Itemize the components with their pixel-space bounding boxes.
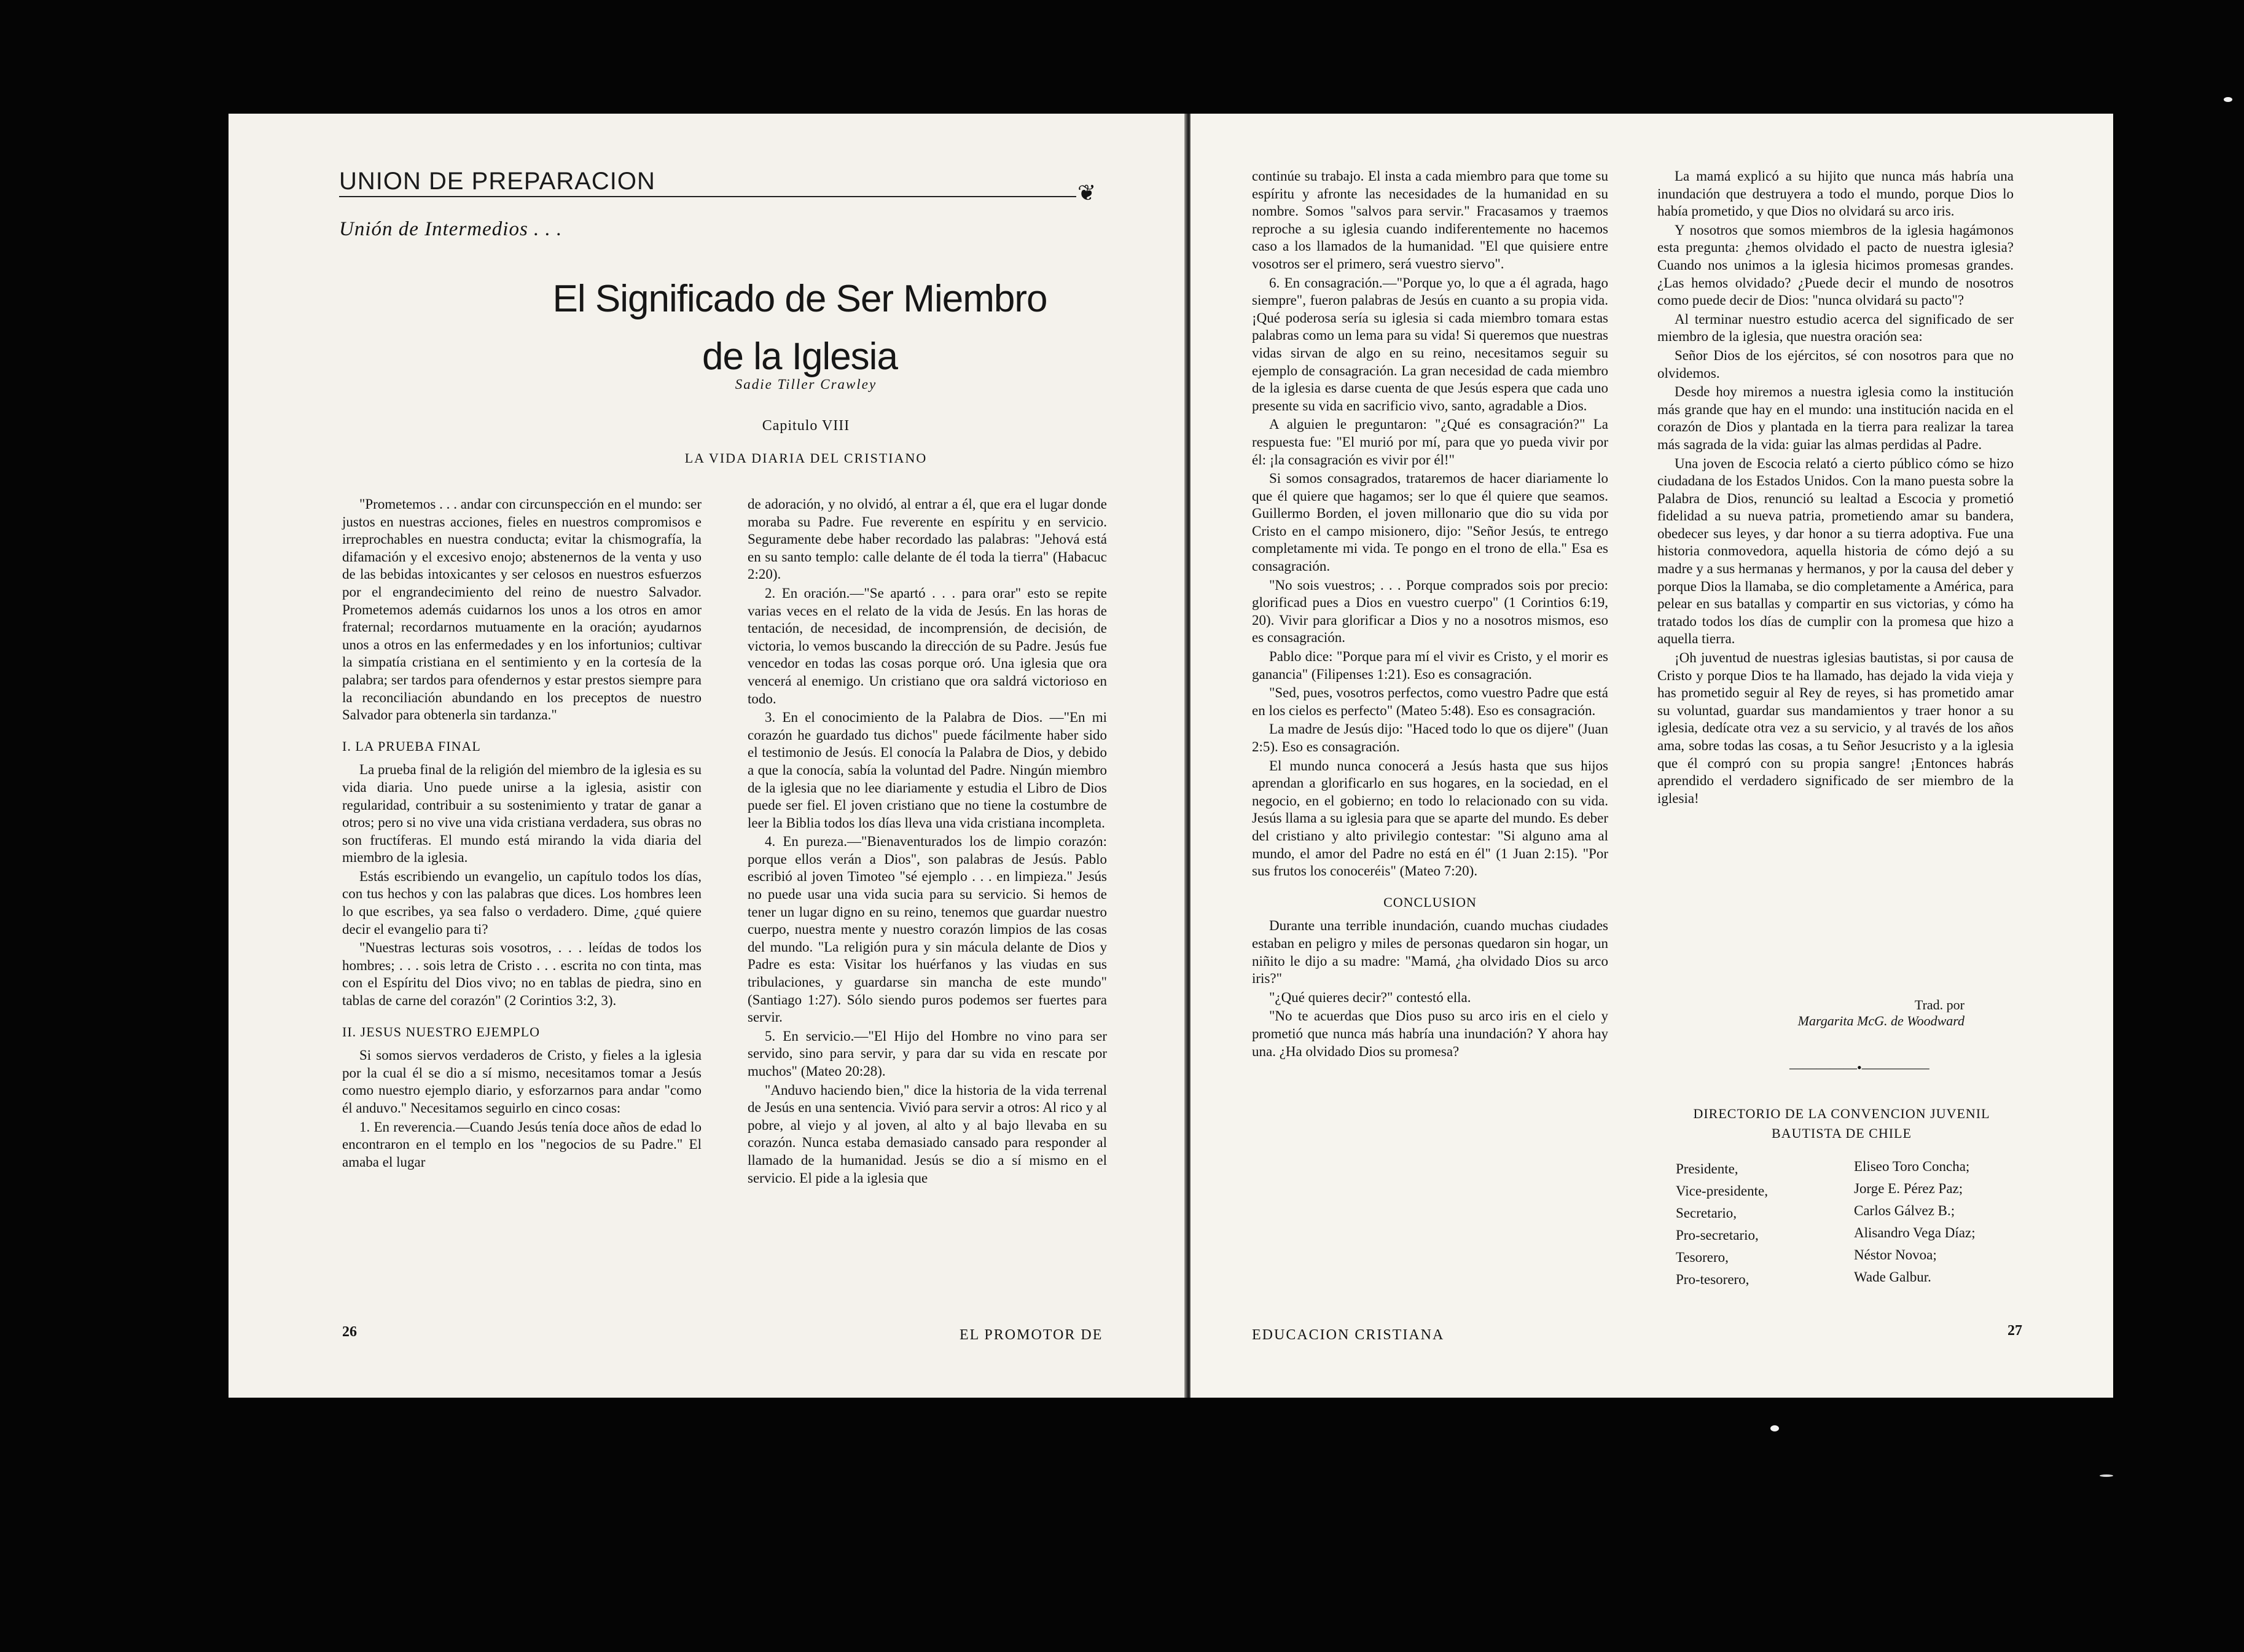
directory-name: Alisandro Vega Díaz; [1854,1225,1976,1240]
paragraph: "Sed, pues, vosotros perfectos, como vuestro Padre que está en los cielos es perfecto" (Mateo 5:48). Eso es consagración. [1252,685,1608,718]
directory-role: Tesorero, [1676,1250,1729,1265]
page-footer: EDUCACION CRISTIANA [1252,1327,1445,1343]
page-number: 26 [342,1324,357,1340]
article-title-line1: El Significado de Ser Miembro [552,278,1047,320]
section-banner: UNION DE PREPARACION [339,168,655,195]
paragraph: 2. En oración.—"Se apartó . . . para orar" esto se repite varias veces en el relato de la vida de Jesús. En las horas de tentación, de necesidad, de incomprensión, de decisión, de victoria, lo vemos buscando la dirección de su Padre. Jesús fue vencedor en todas las cosas porque oró. Una iglesia que ora vencerá al enemigo. Un cristiano que ora saldrá victorioso en todo. [748,585,1107,707]
paragraph: "Anduvo haciendo bien," dice la historia de la vida terrenal de Jesús en una sentencia. Vivió para servir a otros: Al rico y al pobre, al viejo y al joven, al alto y al bajo llevaba en su corazón. Nunca estaba demasiado cansado para responder al llamado de la humanidad. Jesús se dio a sí mismo en el servicio. El pide a la iglesia que [748,1082,1107,1186]
article-title [462,270,1138,386]
article-title-line2: de la Iglesia [702,335,897,378]
paragraph: Desde hoy miremos a nuestra iglesia como la institución más grande que hay en el mundo: una institución nacida en el corazón de Dios y plantada en la tierra para realizar la tarea más sagrada de la vida: guiar las almas perdidas al Padre. [1657,384,2014,452]
left-page [229,114,1187,1398]
paragraph: Y nosotros que somos miembros de la iglesia hagámonos esta pregunta: ¿hemos olvidado el pacto de nuestra iglesia? Cuando nos unimos a la iglesia hicimos promesas grandes. ¿Las hemos olvidado? ¿Puede decir el mundo de nosotros como puede decir de Dios: "nunca olvidará su pacto"? [1657,222,2014,308]
right-column-1 [1252,168,1608,1062]
directory-title-line1: DIRECTORIO DE LA CONVENCION JUVENIL [1693,1106,1990,1121]
directory-name: Jorge E. Pérez Paz; [1854,1181,1963,1196]
section-heading: I. LA PRUEBA FINAL [342,738,481,754]
directory-roles [1676,1158,1768,1291]
article-author: Sadie Tiller Crawley [735,377,877,392]
directory-role: Presidente, [1676,1161,1738,1176]
page-number: 27 [2007,1323,2022,1339]
paragraph: de adoración, y no olvidó, al entrar a él, que era el lugar donde moraba su Padre. Fue reverente en espíritu y en servicio. Seguramente debe haber recordado las palabras: "Jehová está en su santo templo: calle delante de él toda la tierra" (Habacuc 2:20). [748,496,1107,582]
left-column-2 [748,496,1107,1188]
directory-name: Carlos Gálvez B.; [1854,1203,1955,1218]
right-column-2 [1657,168,2014,808]
dust-speck [1770,1425,1779,1431]
section-subtitle: Unión de Intermedios . . . [339,218,563,240]
directory-role: Pro-tesorero, [1676,1272,1749,1287]
paragraph: continúe su trabajo. El insta a cada miembro para que tome su espíritu y afronte las necesidades de la humanidad en su nombre. Somos "salvos para servir." Fracasamos y traemos reproche a su iglesia cuando indiferentemente no hacemos caso a los llamados de la humanidad. "El que quisiere entre vosotros ser el primero, será vuestro siervo". [1252,168,1608,272]
divider-ornament: —————•————— [1789,1060,1929,1075]
page-footer: EL PROMOTOR DE [960,1327,1103,1343]
paragraph: Señor Dios de los ejércitos, sé con nosotros para que no olvidemos. [1657,347,2014,381]
paragraph: La prueba final de la religión del miembro de la iglesia es su vida diaria. Uno puede unirse a la iglesia, asistir con regularidad, contribuir a su sostenimiento y tratar de ganar a otros; pero si no vive una vida cristiana verdadera, sus obras no son fructíferas. El mundo está mirando la vida diaria del miembro de la iglesia. [342,762,702,866]
paragraph: Si somos consagrados, trataremos de hacer diariamente lo que él quiere que hagamos; ser lo que él quiere que seamos. Guillermo Borden, el joven millonario que dio su vida por Cristo en el campo misionero, dijo: "Señor Jesús, te entrego completamente mi vida. Te pongo en el trono de ella." Esa es consagración. [1252,471,1608,574]
translator-credit [1743,997,1964,1029]
paragraph: 6. En consagración.—"Porque yo, lo que a él agrada, hago siempre", fueron palabras de Jesús en cuanto a su propia vida. ¡Qué poderosa sería su iglesia si cada miembro tomara estas palabras como un lema para su vida! Si queremos que nuestras vidas sirvan de algo en su reino, necesitamos seguir su ejemplo de consagración. La gran necesidad de cada miembro de la iglesia es darse cuenta de que Jesús espera que cada uno presente su vida en sacrificio vivo, santo, agradable a Dios. [1252,275,1608,413]
directory-title-line2: BAUTISTA DE CHILE [1772,1125,1912,1141]
dust-speck [2100,1474,2113,1477]
paragraph: Durante una terrible inundación, cuando muchas ciudades estaban en peligro y miles de personas quedaron sin hogar, un niñito le dijo a su madre: "Mamá, ¿ha olvidado Dios su arco iris?" [1252,918,1608,987]
directory-role: Pro-secretario, [1676,1227,1759,1243]
chapter-title: LA VIDA DIARIA DEL CRISTIANO [684,450,928,466]
paragraph: "No te acuerdas que Dios puso su arco iris en el cielo y prometió que nunca más habría una inundación? Y ahora hay una. ¿Ha olvidado Dios su promesa? [1252,1008,1608,1059]
directory-name: Wade Galbur. [1854,1269,1931,1285]
paragraph: 1. En reverencia.—Cuando Jesús tenía doce años de edad lo encontraron en el templo en los "negocios de su Padre." El amaba el lugar [342,1119,702,1170]
paragraph: La mamá explicó a su hijito que nunca más habría una inundación que destruyera a todo el mundo, porque Dios lo había prometido, y que Dios no olvidará su arco iris. [1657,168,2014,219]
left-column-1 [342,496,702,1172]
directory-title [1657,1104,2026,1143]
banner-rule [339,196,1076,197]
paragraph: "¿Qué quieres decir?" contestó ella. [1269,989,1471,1005]
banner-ornament: ❦ [1077,181,1097,205]
paragraph: ¡Oh juventud de nuestras iglesias bautistas, si por causa de Cristo y porque Dios te ha llamado, has dejado la vida vieja y has prometido seguir al Rey de reyes, si has prometido amar su voluntad, guardar sus mandamientos y traer honor a su iglesia, dedícate otra vez a su servicio, y al través de los años ama, sobre todas las cosas, a tu Señor Jesucristo y a la iglesia que él compró con su propia sangre! ¡Entonces habrás aprendido el verdadero significado de ser miembro de la iglesia! [1657,650,2014,806]
paragraph: El mundo nunca conocerá a Jesús hasta que sus hijos aprendan a glorificarlo en sus hogares, en la sociedad, en el negocio, en el gobierno; en todo lo relacionado con su vida. Jesús llama a su iglesia para que se aparte del mundo. Es deber del cristiano y alto privilegio contestar: "Si alguno ama al mundo, el amor del Padre no está en él" (1 Juan 2:15). "Por sus frutos los conoceréis" (Mateo 7:20). [1252,757,1608,879]
paragraph: "Prometemos . . . andar con circunspección en el mundo: ser justos en nuestras acciones, fieles en nuestros compromisos e irreprochables en nuestra conducta; evitar la chismografía, la difamación y el excesivo enojo; abstenernos de la venta y uso de las bebidas intoxicantes y ser celosos en nuestros esfuerzos por el engrandecimiento del reino de nuestro Salvador. Prometemos además cuidarnos los unos a los otros en amor fraternal; recordarnos mutuamente en la oración; ayudarnos unos a otros en las enfermedades y en los infortunios; cultivar la simpatía cristiana en el sentimiento y en la cortesía de la palabra; ser tardos para ofendernos y estar prestos siempre para la reconciliación abundando en los preceptos de nuestro Salvador para obtenerla sin tardanza." [342,496,702,723]
directory-names [1854,1156,1976,1288]
directory-name: Eliseo Toro Concha; [1854,1159,1970,1174]
paragraph: Una joven de Escocia relató a cierto público cómo se hizo ciudadana de los Estados Unidos. Con la mano puesta sobre la Palabra de Dios, renunció su lealtad a Escocia y prometió fidelidad a su nueva patria, prometiendo amar su bandera, obedecer sus leyes, y dar honor a su tierra adoptiva. Fue una historia conmovedora, aquella historia de cómo dejó a su madre y a sus hermanas y hermanos, y por la causa del deber y porque Dios la llamaba, se dio completamente a América, para pelear en sus batallas y compartir en sus victorias, y cómo ha tratado todos los días de cumplir con la promesa que hizo a aquella tierra. [1657,455,2014,647]
section-heading: II. JESUS NUESTRO EJEMPLO [342,1024,541,1039]
paragraph: Estás escribiendo un evangelio, un capítulo todos los días, con tus hechos y con las palabras que dices. Los hombres leen lo que escribes, ya sea falso o verdadero. Dime, ¿qué quiere decir el evangelio para ti? [342,868,702,937]
paragraph: Si somos siervos verdaderos de Cristo, y fieles a la iglesia por la cual él se dio a sí mismo, necesitamos tomar a Jesús como nuestro ejemplo diario, y esforzarnos para andar "como él anduvo." Necesitamos seguirlo en cinco cosas: [342,1047,702,1116]
translator-label: Trad. por [1914,997,1964,1012]
chapter-number: Capitulo VIII [762,418,850,434]
paragraph: 3. En el conocimiento de la Palabra de Dios. —"En mi corazón he guardado tus dichos" puede fácilmente haber sido el testimonio de Jesús. El conocía la Palabra de Dios, y debido a que la conocía, sabía la voluntad del Padre. Ningún miembro de la iglesia que no lee diariamente y estudia el Libro de Dios puede ser fiel. El joven cristiano que no tiene la costumbre de leer la Biblia todos los días lleva una vida cristiana incompleta. [748,710,1107,831]
right-page [1190,114,2113,1398]
translator-name: Margarita McG. de Woodward [1797,1013,1964,1028]
paragraph: 5. En servicio.—"El Hijo del Hombre no vino para ser servido, sino para servir, y para dar su vida en rescate por muchos" (Mateo 20:28). [748,1028,1107,1079]
paragraph: 4. En pureza.—"Bienaventurados los de limpio corazón: porque ellos verán a Dios", son palabras de Jesús. Pablo escribió al joven Timoteo "sé ejemplo . . . en limpieza." Jesús no puede usar una vida sucia para su servicio. Si hemos de tener un lugar digno en su reino, tenemos que guardar nuestro cuerpo, nuestra mente y nuestro corazón limpios de las cosas del mundo. "La religión pura y sin mácula delante de Dios y Padre es esta: Visitar los huérfanos y las viudas en sus tribulaciones, y guardarse sin mancha de este mundo" (Santiago 1:27). Sólo siendo puros podemos ser fuertes para servir. [748,834,1107,1025]
section-heading: CONCLUSION [1383,894,1477,910]
paragraph: "No sois vuestros; . . . Porque comprados sois por precio: glorificad pues a Dios en vuestro cuerpo" (1 Corintios 6:19, 20). Vivir para glorificar a Dios y no a nosotros mismos, eso es consagración. [1252,577,1608,646]
paragraph: Al terminar nuestro estudio acerca del significado de ser miembro de la iglesia, que nuestra oración sea: [1657,311,2014,345]
paragraph: A alguien le preguntaron: "¿Qué es consagración?" La respuesta fue: "El murió por mí, para que yo pueda vivir por él: ¡la consagración es vivir por él!" [1252,417,1608,468]
directory-role: Secretario, [1676,1205,1737,1221]
paragraph: La madre de Jesús dijo: "Haced todo lo que os dijere" (Juan 2:5). Eso es consagración. [1252,721,1608,754]
paragraph: "Nuestras lecturas sois vosotros, . . . leídas de todos los hombres; . . . sois letra de Cristo . . . escrita no con tinta, mas con el Espíritu del Dios vivo; no en tablas de piedra, sino en tablas de carne del corazón" (2 Corintios 3:2, 3). [342,940,702,1009]
dust-speck [2224,97,2232,102]
paragraph: Pablo dice: "Porque para mí el vivir es Cristo, y el morir es ganancia" (Filipenses 1:21). Eso es consagración. [1252,649,1608,682]
directory-name: Néstor Novoa; [1854,1247,1937,1262]
directory-role: Vice-presidente, [1676,1183,1768,1199]
